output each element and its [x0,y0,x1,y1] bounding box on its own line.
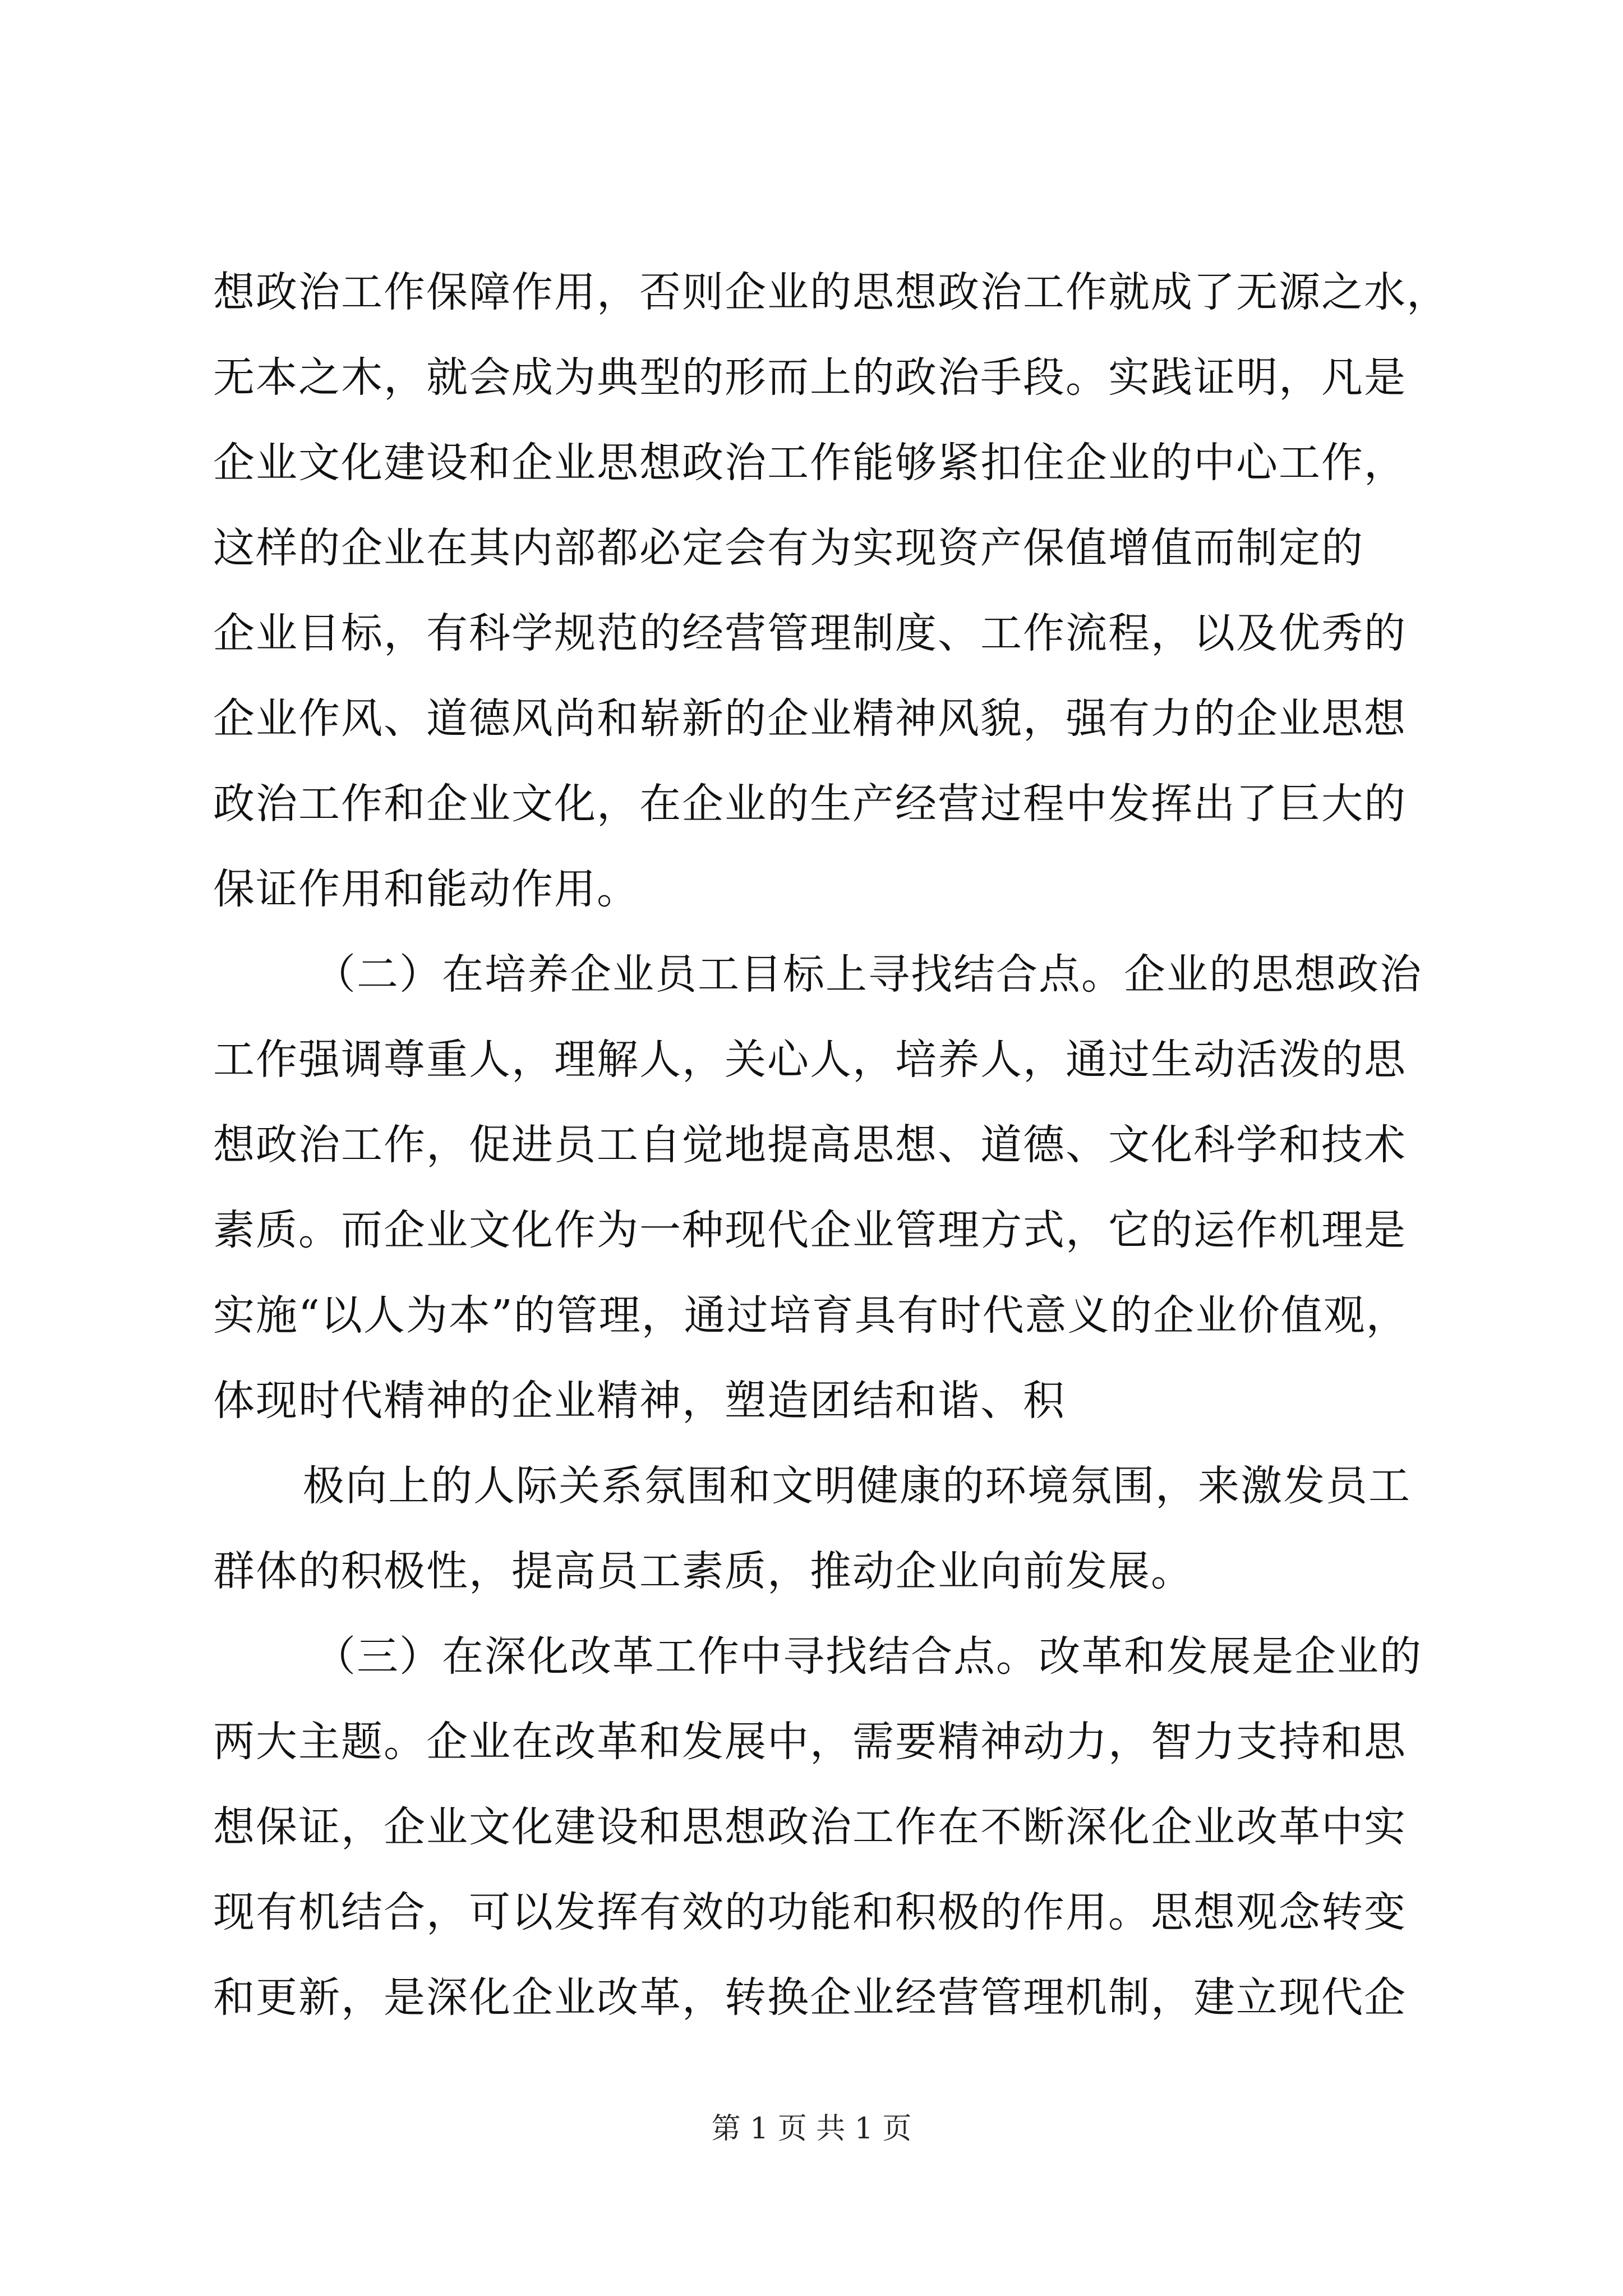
text-line: 保证作用和能动作用。 [213,865,639,913]
paragraph-heading-line: （三）在深化改革工作中寻找结合点。改革和发展是企业的 [314,1632,1422,1681]
text-line: 体现时代精神的企业精神，塑造团结和谐、积 [213,1377,1066,1425]
text-line: 两大主题。企业在改革和发展中，需要精神动力，智力支持和思 [213,1718,1407,1766]
text-line: 企业作风、道德风尚和崭新的企业精神风貌，强有力的企业思想 [213,694,1407,743]
text-line: 无本之木，就会成为典型的形而上的政治手段。实践证明，凡是 [213,353,1407,402]
text-line: 企业文化建设和企业思想政治工作能够紧扣住企业的中心工作， [213,439,1407,487]
text-line: 现有机结合，可以发挥有效的功能和积极的作用。思想观念转变 [213,1888,1407,1936]
body-text [213,250,1449,2040]
text-line: 这样的企业在其内部都必定会有为实现资产保值增值而制定的 [213,524,1364,572]
text-line: 想保证，企业文化建设和思想政治工作在不断深化企业改革中实 [213,1803,1407,1851]
text-line: 实施“以人为本”的管理，通过培育具有时代意义的企业价值观， [213,1291,1409,1340]
paragraph-heading-line: （二）在培养企业员工目标上寻找结合点。企业的思想政治 [314,950,1422,999]
text-line: 极向上的人际关系氛围和文明健康的环境氛围，来激发员工 [303,1462,1411,1510]
text-line: 政治工作和企业文化，在企业的生产经营过程中发挥出了巨大的 [213,780,1407,828]
text-line: 想政治工作保障作用，否则企业的思想政治工作就成了无源之水， [213,268,1449,316]
text-line: 和更新，是深化企业改革，转换企业经营管理机制，建立现代企 [213,1973,1407,2022]
text-line: 工作强调尊重人，理解人，关心人，培养人，通过生动活泼的思 [213,1036,1407,1084]
text-line: 想政治工作，促进员工自觉地提高思想、道德、文化科学和技术 [213,1121,1407,1169]
page-footer: 第 1 页 共 1 页 [711,2112,912,2146]
text-line: 群体的积极性，提高员工素质，推动企业向前发展。 [213,1547,1193,1595]
text-line: 企业目标，有科学规范的经营管理制度、工作流程，以及优秀的 [213,609,1407,657]
text-line: 素质。而企业文化作为一种现代企业管理方式，它的运作机理是 [213,1206,1407,1254]
